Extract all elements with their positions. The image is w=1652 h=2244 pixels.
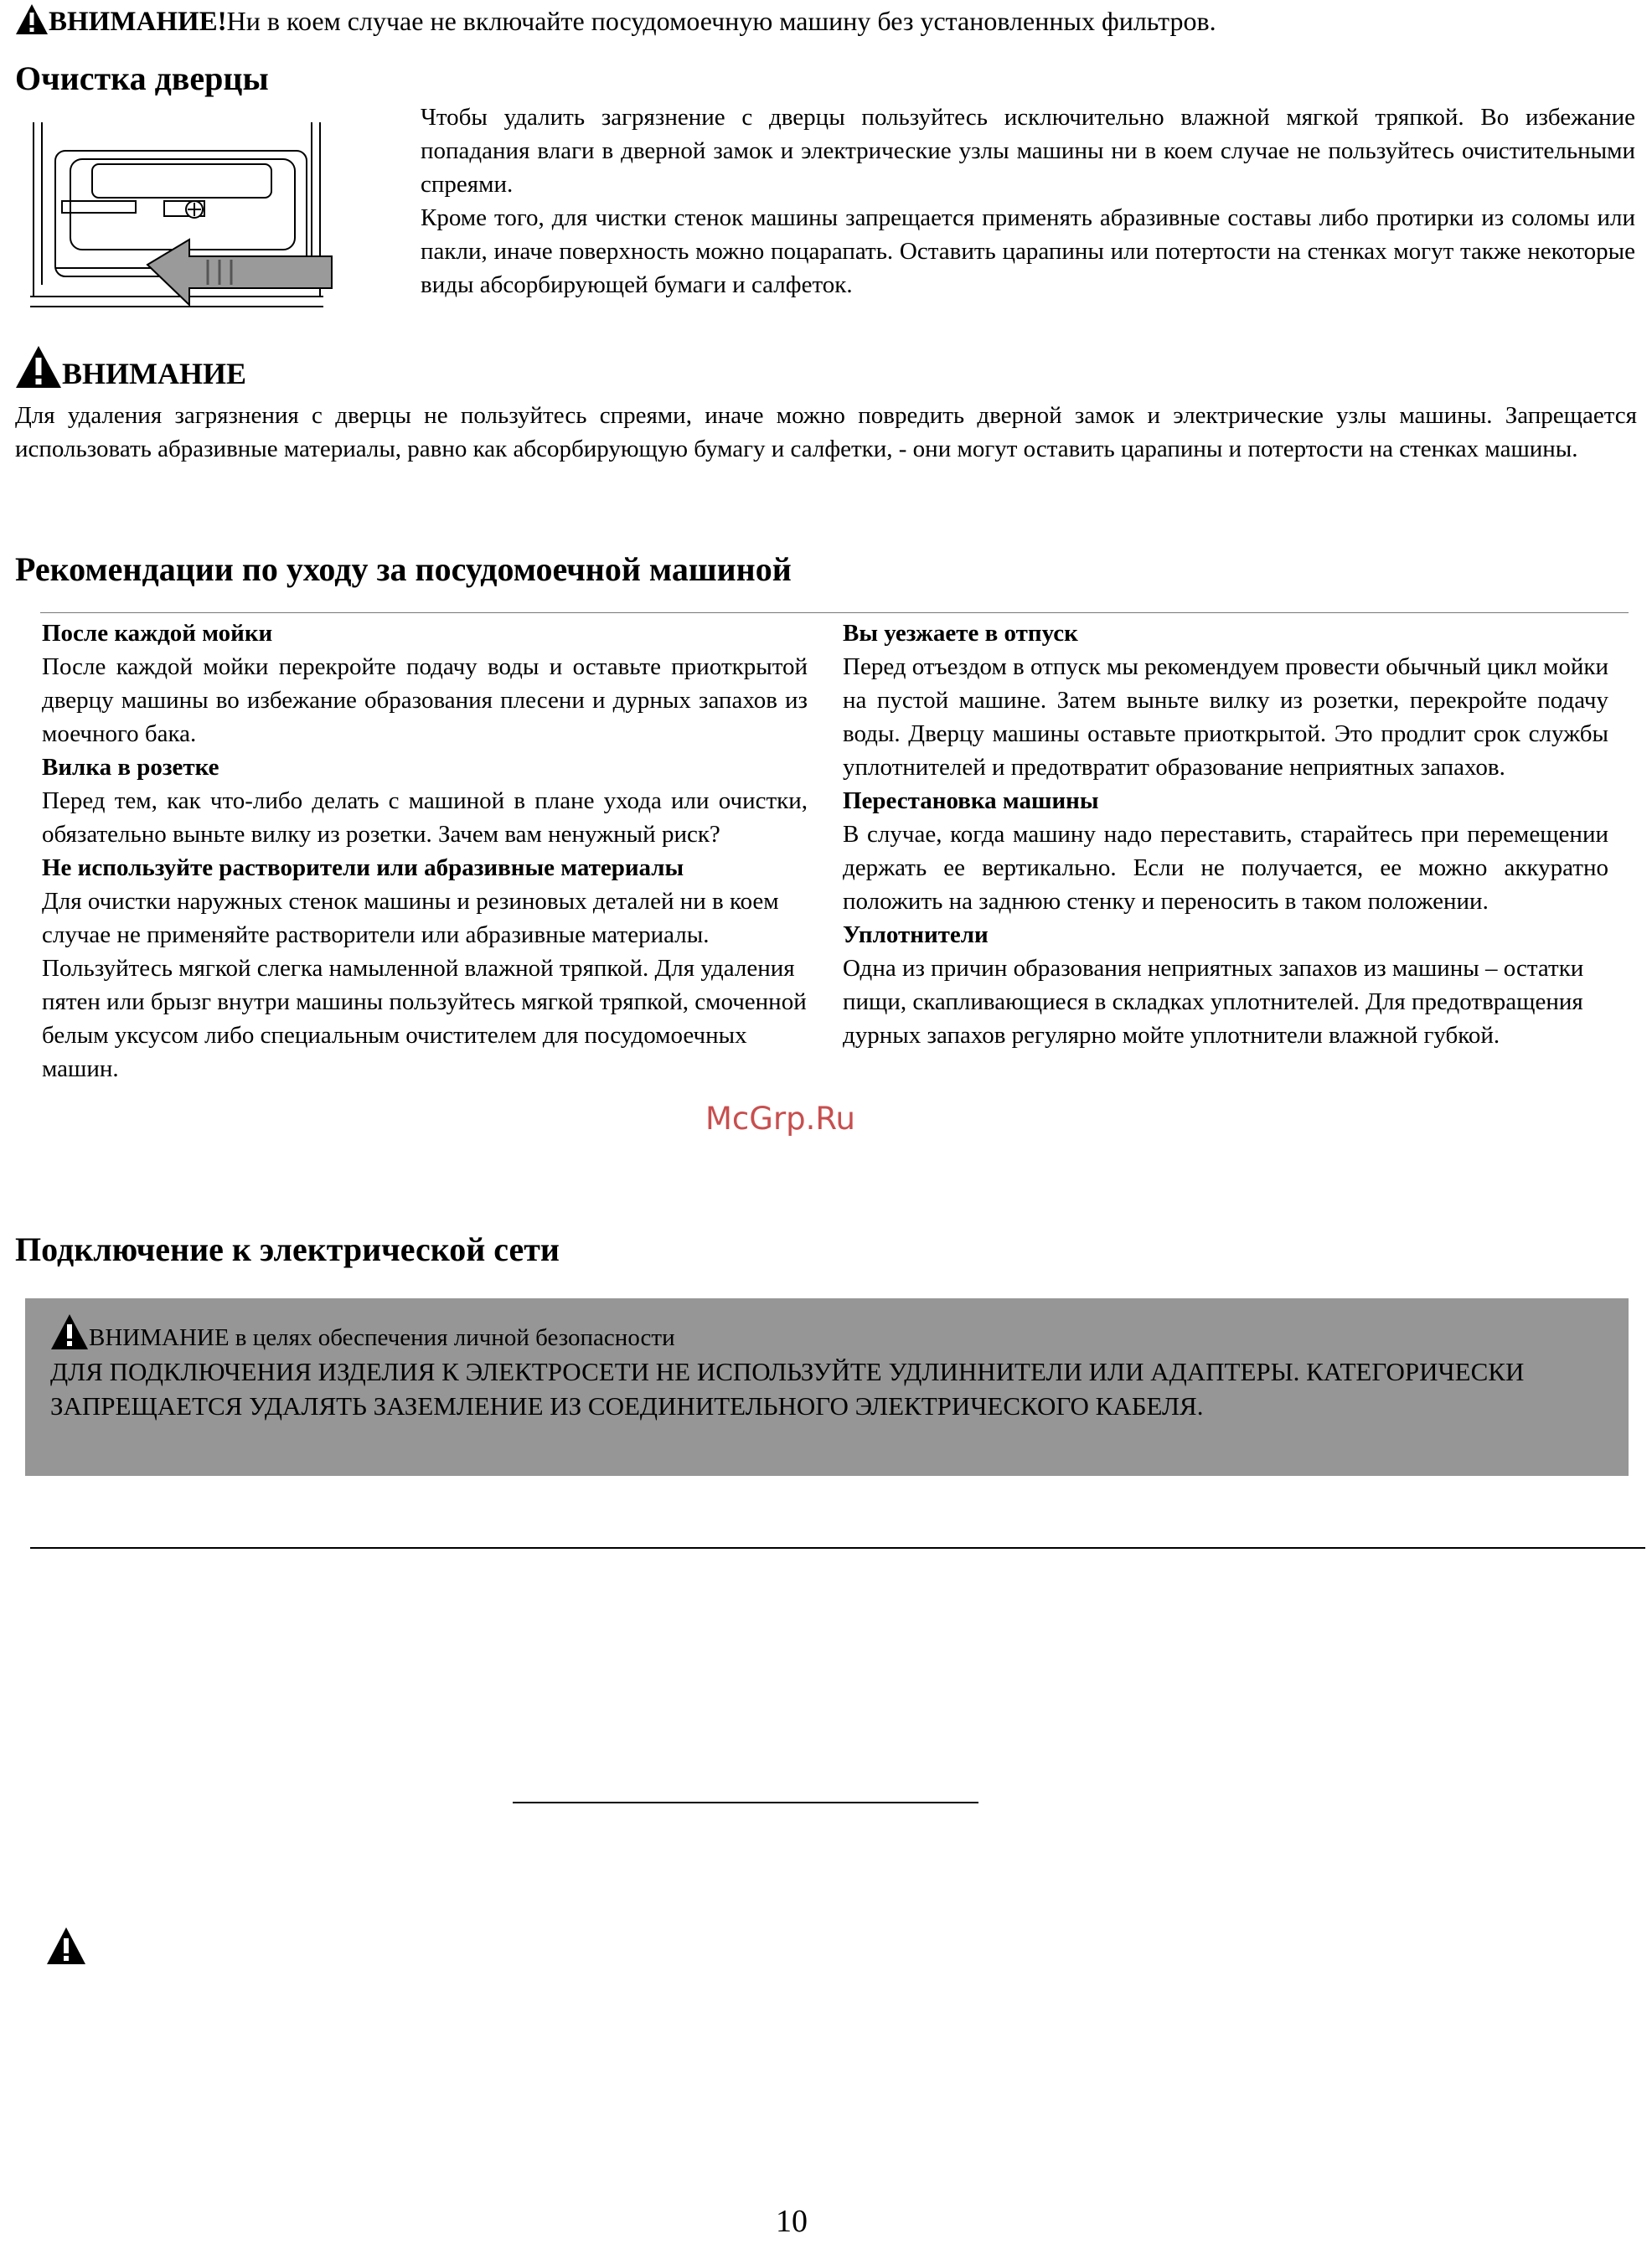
- care-title: Рекомендации по уходу за посудомоечной машиной: [15, 550, 792, 588]
- short-divider: [513, 1802, 978, 1803]
- care-right-head-1: Вы уезжаете в отпуск: [843, 620, 1078, 647]
- door-cleaning-para2: Кроме того, для чистки стенок машины запрещается применять абразивные составы либо протирки из соломы или пакли, иначе поверхность можно поцарапать. Оставить царапины или потертости на стенках могут также некоторые виды абсорбирующей бумаги и салфеток.: [421, 204, 1635, 298]
- electrical-warning-text: ДЛЯ ПОДКЛЮЧЕНИЯ ИЗДЕЛИЯ К ЭЛЕКТРОСЕТИ НЕ ИСПОЛЬЗУЙТЕ УДЛИННИТЕЛИ ИЛИ АДАПТЕРЫ. КАТЕГОРИЧЕСКИ ЗАПРЕЩАЕТСЯ УДАЛЯТЬ ЗАЗЕМЛЕНИЕ ИЗ СОЕДИНИТЕЛЬНОГО ЭЛЕКТРИЧЕСКОГО КАБЕЛЯ.: [50, 1357, 1525, 1421]
- warning-icon: [50, 1313, 89, 1350]
- care-left-head-1: После каждой мойки: [42, 620, 273, 647]
- care-right-column: [843, 616, 1608, 1052]
- care-right-text-3: Одна из причин образования неприятных запахов из машины – остатки пищи, скапливающиеся в складках уплотнителей. Для предотвращения дурных запахов регулярно мойте уплотнители влажной губкой.: [843, 955, 1584, 1049]
- care-right-text-2: В случае, когда машину надо переставить, старайтесь при перемещении держать ее вертикально. Если не получается, ее можно аккуратно положить на заднюю стенку и переносить в таком положении.: [843, 821, 1608, 915]
- care-right-head-2: Перестановка машины: [843, 787, 1099, 814]
- door-cleaning-title: Очистка дверцы: [15, 59, 269, 97]
- electrical-warning-line1: [50, 1313, 1600, 1354]
- dishwasher-door-illustration: [22, 117, 340, 315]
- watermark: McGrp.Ru: [705, 1101, 855, 1137]
- electrical-warning-heading: ВНИМАНИЕ в целях обеспечения личной безопасности: [89, 1324, 675, 1351]
- electrical-warning-box: [25, 1298, 1629, 1476]
- care-right-text-1: Перед отъездом в отпуск мы рекомендуем провести обычный цикл мойки на пустой машине. Затем выньте вилку из розетки, перекройте подачу воды. Дверцу машины оставьте приоткрытой. Это продлит срок службы уплотнителей и предотвратит образование неприятных запахов.: [843, 653, 1609, 781]
- section-divider: [30, 1547, 1645, 1549]
- top-warning-text: Ни в коем случае не включайте посудомоечную машину без установленных фильтров.: [226, 6, 1216, 36]
- attention-text: Для удаления загрязнения с дверцы не пользуйтесь спреями, иначе можно повредить дверной замок и электрические узлы машины. Запрещается использовать абразивные материалы, равно как абсорбирующую бумагу и салфетки, - они могут оставить царапины и потертости на стенках машины.: [15, 402, 1637, 462]
- care-left-text-2: Перед тем, как что-либо делать с машиной в плане ухода или очистки, обязательно выньте вилку из розетки. Зачем вам ненужный риск?: [42, 787, 808, 848]
- care-left-head-3: Не используйте растворители или абразивные материалы: [42, 854, 684, 881]
- door-cleaning-para1: Чтобы удалить загрязнение с дверцы пользуйтесь исключительно влажной мягкой тряпкой. Во избежание попадания влаги в дверной замок и электрические узлы машины ни в коем случае не пользуйтесь очистительными спреями.: [421, 104, 1635, 198]
- care-left-head-2: Вилка в розетке: [42, 754, 219, 781]
- warning-icon: [15, 345, 62, 389]
- care-right-head-3: Уплотнители: [843, 921, 989, 948]
- attention-label: ВНИМАНИЕ: [62, 357, 247, 390]
- top-warning: [15, 3, 1640, 38]
- care-left-text-3: Для очистки наружных стенок машины и резиновых деталей ни в коем случае не применяйте растворители или абразивные материалы. Пользуйтесь мягкой слегка намыленной влажной тряпкой. Для удаления пятен или брызг внутри машины пользуйтесь мягкой тряпкой, смоченной белым уксусом либо специальным очистителем для посудомоечных машин.: [42, 888, 807, 1082]
- care-left-column: [42, 616, 808, 1086]
- care-divider: [40, 612, 1629, 613]
- warning-icon: [46, 1927, 86, 1965]
- electrical-title: Подключение к электрической сети: [15, 1230, 560, 1268]
- door-cleaning-text: [421, 101, 1635, 302]
- warning-icon: [15, 3, 49, 35]
- care-left-text-1: После каждой мойки перекройте подачу воды и оставьте приоткрытой дверцу машины во избежание образования плесени и дурных запахов из моечного бака.: [42, 653, 808, 747]
- attention-heading: [15, 345, 246, 391]
- page-number: 10: [776, 2204, 808, 2239]
- top-warning-label: ВНИМАНИЕ!: [49, 7, 227, 37]
